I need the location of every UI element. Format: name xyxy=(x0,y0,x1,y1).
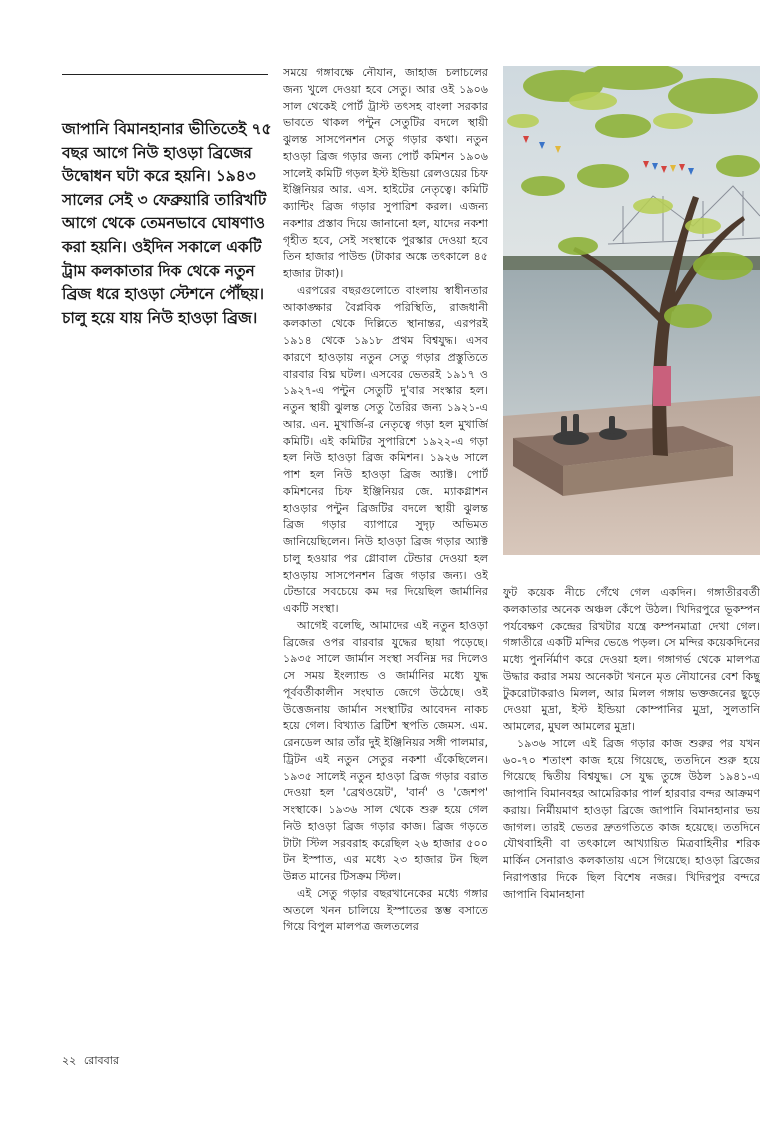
pull-quote: জাপানি বিমানহানার ভীতিতেই ৭৫ বছর আগে নিউ হাওড়া ব্রিজের উদ্বোধন ঘটা করে হয়নি। ১৯৪৩ সালের সেই ৩ ফেব্রুয়ারি তারিখটি আগে থেকে তেমনভাবে ঘোষণাও করা হয়নি। ওইদিন সকালে একটি ট্রাম কলকাতার দিক থেকে নতুন ব্রিজ ধরে হাওড়া স্টেশনে পৌঁছয়। চালু হয়ে যায় নিউ হাওড়া ব্রিজ। xyxy=(62,120,272,327)
paragraph: ১৯৩৬ সালে এই ব্রিজ গড়ার কাজ শুরুর পর যখন ৬০-৭০ শতাংশ কাজ হয়ে গিয়েছে, ততদিনে শুরু হয়ে গিয়েছে দ্বিতীয় বিশ্বযুদ্ধ। সে যুদ্ধ তুঙ্গে উঠল ১৯৪১-এ জাপানি বিমানবহর আমেরিকার পার্ল হারবার বন্দর আক্রমণ করায়। নির্মীয়মাণ হাওড়া ব্রিজে জাপানি বিমানহানার ভয় জাগল। তারই ভেতর দ্রুতগতিতে কাজ হয়েছে। ততদিনে যৌথবাহিনী বা তৎকালে আখ্যায়িত মিত্রবাহিনীর শরিক মার্কিন সেনারাও কলকাতায় এসে গিয়েছে। হাওড়া ব্রিজের নিরাপত্তার দিকে ছিল বিশেষ নজর। খিদিরপুর বন্দরে জাপানি বিমানহানা xyxy=(503,736,760,901)
paragraph: সময়ে গঙ্গাবক্ষে নৌযান, জাহাজ চলাচলের জন্য খুলে দেওয়া হবে সেতু। আর ওই ১৯০৬ সাল থেকেই পোর্ট ট্রাস্ট তৎসহ বাংলা সরকার ভাবতে থাকল পন্টুন সেতুটির বদলে স্থায়ী ঝুলন্ত সাসপেনশন সেতু গড়ার কথা। নতুন হাওড়া ব্রিজ গড়ার জন্য পোর্ট কমিশন ১৯০৬ সালেই কমিটি গড়ল ইস্ট ইন্ডিয়া রেলওয়ের চিফ ইঞ্জিনিয়র আর. এস. হাইটের নেতৃত্বে। কমিটি ক্যান্টিং ব্রিজ গড়ার সুপারিশ করল। এজন্য নকশার প্রস্তাব দিয়ে জানানো হল, যাদের নকশা গৃহীত হবে, সেই সংস্থাকে পুরস্কার দেওয়া হবে তিন হাজার পাউন্ড (টাকার অঙ্কে তৎকালে ৪৫ হাজার টাকা)। xyxy=(283,66,488,280)
riverside-tree-photo xyxy=(503,66,760,555)
magazine-name: রোববার xyxy=(83,1054,120,1067)
paragraph: ফুট কয়েক নীচে গেঁথে গেল একদিন। গঙ্গাতীরবর্তী কলকাতার অনেক অঞ্চল কেঁপে উঠল। খিদিরপুরে ভূকম্পন পর্যবেক্ষণ কেন্দ্রের রিখটার যন্ত্রে কম্পনমাত্রা দেখা গেল। গঙ্গাতীরে একটি মন্দির ভেঙে পড়ল। সে মন্দির কয়েকদিনের মধ্যে পুনর্নির্মাণ করে দেওয়া হল। গঙ্গাগর্ভ থেকে মালপত্র উদ্ধার করার সময় অনেকটা খননে মৃত নৌযানের বেশ কিছু টুকরোটাকরাও মিলল, আর মিলল গঙ্গায় ভক্তজনের ছুড়ে দেওয়া মুদ্রা, ইস্ট ইন্ডিয়া কোম্পানির মুদ্রা, সুলতানি আমলের, মুঘল আমলের মুদ্রা। xyxy=(503,586,760,733)
paragraph: এরপরের বছরগুলোতে বাংলায় স্বাধীনতার আকাঙ্ক্ষার বৈপ্লবিক পরিস্থিতি, রাজধানী কলকাতা থেকে দিল্লিতে স্থানান্তর, এরপরই ১৯১৪ থেকে ১৯১৮ প্রথম বিশ্বযুদ্ধ। এসব কারণে হাওড়ায় নতুন সেতু গড়ার প্রস্তুতিতে বারবার বিঘ্ন ঘটল। এসবের ভেতরই ১৯১৭ ও ১৯২৭-এ পন্টুন সেতুটি দু'বার সংস্কার হল। নতুন স্থায়ী ঝুলন্ত সেতু তৈরির জন্য ১৯২১-এ আর. এন. মুখার্জি-র নেতৃত্বে গড়া হল মুখার্জি কমিটি। এই কমিটির সুপারিশে ১৯২২-এ গড়া হল নিউ হাওড়া ব্রিজ কমিশন। ১৯২৬ সালে পাশ হল নিউ হাওড়া ব্রিজ অ্যাক্ট। পোর্ট কমিশনের চিফ ইঞ্জিনিয়র জে. ম্যাকগ্লাশন হাওড়ার পন্টুন ব্রিজটির বদলে স্থায়ী ঝুলন্ত ব্রিজ গড়ার ব্যাপারে সুদৃঢ় অভিমত জানিয়েছিলেন। নিউ হাওড়া ব্রিজ গড়ার অ্যাক্ট চালু হওয়ার পর গ্লোবাল টেন্ডার দেওয়া হল হাওড়ায় সাসপেনশন ব্রিজ গড়ার জন্য। ওই টেন্ডারে সবচেয়ে কম দর দিয়েছিল জার্মানির একটি সংস্থা। xyxy=(283,283,488,615)
paragraph: আগেই বলেছি, আমাদের এই নতুন হাওড়া ব্রিজের ওপর বারবার যুদ্ধের ছায়া পড়েছে। ১৯৩৫ সালে জার্মান সংস্থা সর্বনিম্ন দর দিলেও সে সময় ইংল্যান্ড ও জার্মানির মধ্যে যুদ্ধ পূর্ববর্তীকালীন সংঘাত জেগে উঠেছে। ওই উত্তেজনায় জার্মান সংস্থাটির আবেদন নাকচ হয়ে গেল। বিখ্যাত ব্রিটিশ স্থপতি জেমস. এম. রেনডেল আর তাঁর দুই ইঞ্জিনিয়র সঙ্গী পালমার, ট্রিটন এই নতুন সেতুর নকশা এঁকেছিলেন। ১৯৩৫ সালেই নতুন হাওড়া ব্রিজ গড়ার বরাত দেওয়া হল 'ব্রেথওয়েট', 'বার্ন' ও 'জেশপ' সংস্থাকে। ১৯৩৬ সাল থেকে শুরু হয়ে গেল নিউ হাওড়া ব্রিজ গড়ার কাজ। ব্রিজ গড়তে টাটা স্টিল সরবরাহ করেছিল ২৬ হাজার ৫০০ টন ইস্পাত, এর মধ্যে ২৩ হাজার টন ছিল উন্নত মানের টিসক্রম স্টিল। xyxy=(283,618,488,883)
page-footer xyxy=(62,1052,123,1071)
right-text-column xyxy=(503,585,760,1045)
middle-text-column xyxy=(283,65,488,1065)
page-number: ২২ xyxy=(62,1054,77,1067)
paragraph: এই সেতু গড়ার বছরখানেকের মধ্যে গঙ্গার অতলে খনন চালিয়ে ইস্পাতের স্তম্ভ বসাতে গিয়ে বিপুল মালপত্র জলতলের xyxy=(283,886,488,934)
pull-quote-rule xyxy=(62,74,268,75)
